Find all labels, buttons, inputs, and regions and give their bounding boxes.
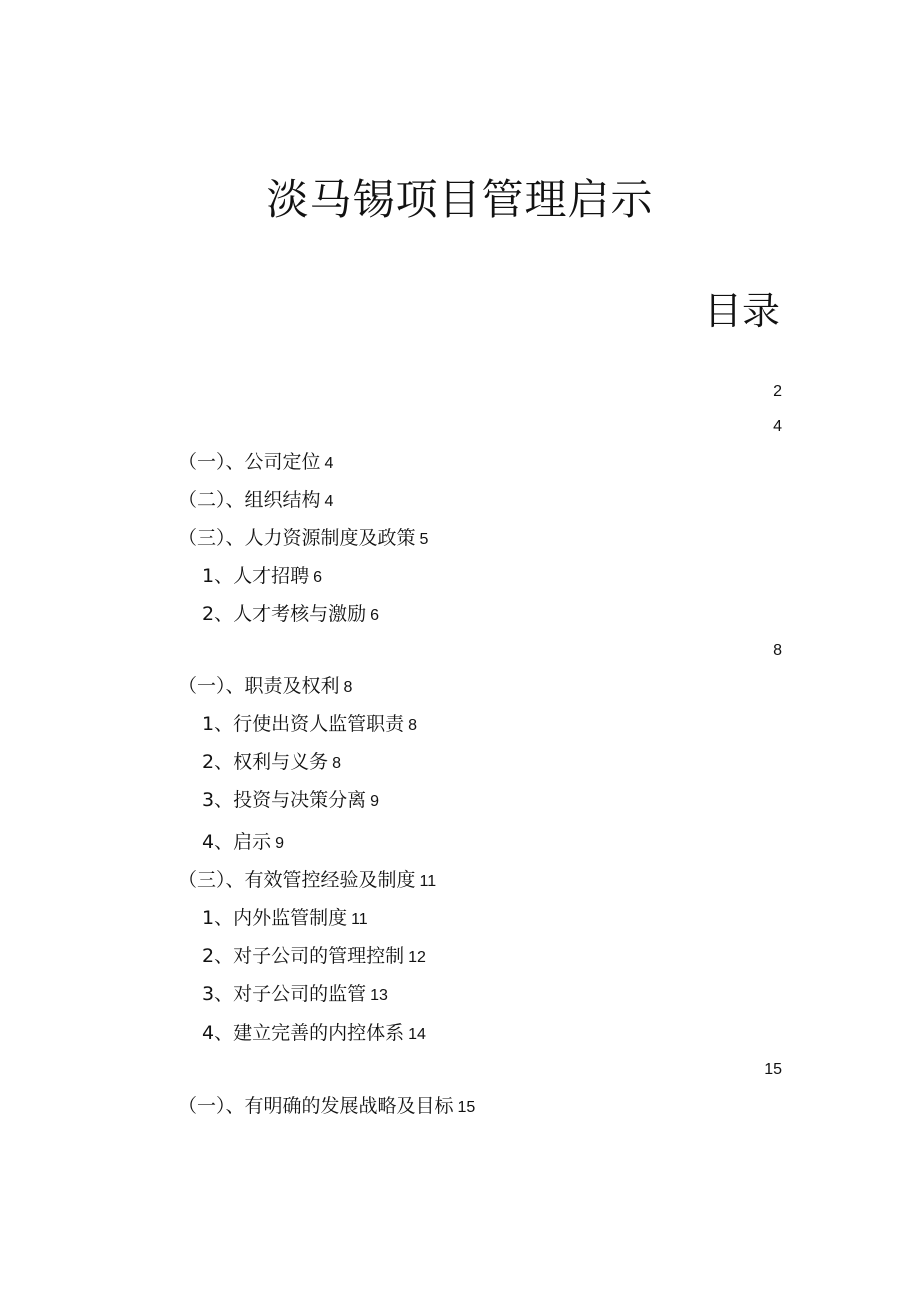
toc-page-number: 2: [773, 383, 782, 400]
toc-entry-label: 2、人才考核与激励: [202, 603, 367, 625]
toc-entry-page: 5: [419, 531, 429, 548]
toc-entry-page: 6: [370, 607, 379, 624]
toc-entry-page: 12: [408, 949, 426, 966]
toc-entry[interactable]: [202, 787, 379, 815]
toc-entry[interactable]: [202, 563, 322, 591]
toc-entry[interactable]: [178, 525, 428, 553]
toc-entry-label: （二）、组织结构: [178, 489, 321, 511]
toc-entry[interactable]: [202, 1020, 426, 1048]
toc-entry-page: 11: [419, 873, 437, 890]
toc-entry-label: （一）、职责及权利: [178, 675, 340, 697]
toc-entry-page: 9: [275, 835, 284, 852]
toc-entry-page: 14: [408, 1026, 426, 1043]
toc-entry-label: （一）、有明确的发展战略及目标: [178, 1095, 454, 1117]
toc-entry-label: 4、启示: [202, 831, 272, 853]
toc-entry-label: （一）、公司定位: [178, 451, 321, 473]
toc-entry[interactable]: [202, 749, 341, 777]
toc-entry-label: 1、人才招聘: [202, 565, 310, 587]
toc-entry[interactable]: [178, 673, 352, 701]
toc-heading: 目录: [703, 289, 780, 333]
toc-entry-page: 8: [332, 755, 341, 772]
toc-entry-page: 6: [313, 569, 322, 586]
toc-entry[interactable]: [178, 1093, 475, 1121]
toc-entry[interactable]: [202, 711, 417, 739]
toc-entry-label: （三）、有效管控经验及制度: [178, 869, 416, 891]
toc-entry-page: 13: [370, 987, 388, 1004]
toc-entry-label: 4、建立完善的内控体系: [202, 1022, 405, 1044]
toc-entry-label: 1、内外监管制度: [202, 907, 348, 929]
toc-page-number: 15: [764, 1061, 782, 1078]
toc-entry[interactable]: [202, 905, 368, 933]
toc-page-number: 4: [773, 418, 782, 435]
toc-entry-label: （三）、人力资源制度及政策: [178, 527, 416, 549]
toc-entry-label: 2、对子公司的管理控制: [202, 945, 405, 967]
toc-entry-page: 11: [351, 911, 368, 928]
toc-entry[interactable]: [178, 487, 333, 515]
toc-entry-page: 9: [370, 793, 379, 810]
toc-entry-label: 1、行使出资人监管职责: [202, 713, 405, 735]
toc-entry[interactable]: [202, 601, 379, 629]
toc-entry-page: 4: [324, 493, 334, 510]
toc-entry-label: 3、对子公司的监管: [202, 983, 367, 1005]
toc-entry-label: 2、权利与义务: [202, 751, 329, 773]
toc-entry[interactable]: [202, 981, 388, 1009]
toc-entry-label: 3、投资与决策分离: [202, 789, 367, 811]
toc-entry[interactable]: [202, 943, 426, 971]
toc-entry-page: 8: [408, 717, 417, 734]
toc-page-number: 8: [773, 642, 782, 659]
toc-entry-page: 8: [343, 679, 353, 696]
toc-entry-page: 15: [457, 1099, 476, 1116]
toc-entry[interactable]: [178, 449, 333, 477]
page-title: 淡马锡项目管理启示: [266, 175, 654, 224]
toc-entry[interactable]: [202, 829, 284, 857]
toc-entry[interactable]: [178, 867, 436, 895]
toc-entry-page: 4: [324, 455, 334, 472]
